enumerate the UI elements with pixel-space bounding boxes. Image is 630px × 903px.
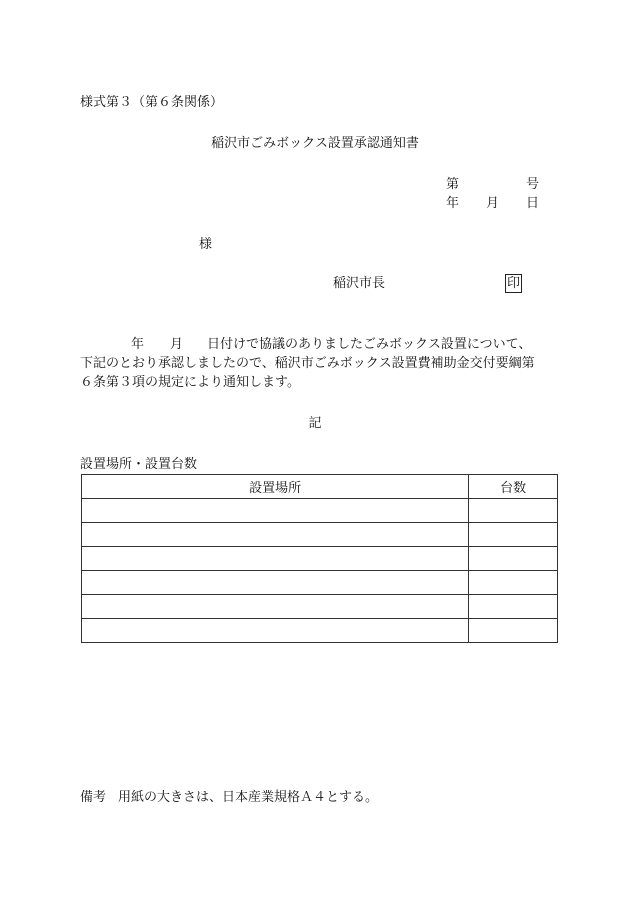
count-cell[interactable] xyxy=(469,523,558,547)
count-cell[interactable] xyxy=(469,619,558,643)
table-row xyxy=(82,595,558,619)
number-suffix: 号 xyxy=(526,177,540,192)
count-cell[interactable] xyxy=(469,595,558,619)
place-cell[interactable] xyxy=(82,595,469,619)
notice-body xyxy=(80,335,560,392)
column-header-place: 設置場所 xyxy=(82,475,469,499)
remarks xyxy=(80,790,378,806)
table-row xyxy=(82,523,558,547)
body-line-3: ６条第３項の規定により通知します。 xyxy=(80,375,300,390)
installation-table xyxy=(81,474,558,643)
seal-mark: 印 xyxy=(507,276,521,291)
count-cell[interactable] xyxy=(469,499,558,523)
place-cell[interactable] xyxy=(82,619,469,643)
form-label: 様式第３（第６条関係） xyxy=(80,95,224,110)
body-line-1-text: 日付けで協議のありましたごみボックス設置について、 xyxy=(207,337,532,352)
date-day-label: 日 xyxy=(526,196,540,211)
place-cell[interactable] xyxy=(82,499,469,523)
addressee-honorific: 様 xyxy=(199,237,213,252)
table-row xyxy=(82,619,558,643)
remarks-text: 用紙の大きさは、日本産業規格Ａ４とする。 xyxy=(118,790,379,805)
issuer-name: 稲沢市長 xyxy=(333,276,386,291)
place-cell[interactable] xyxy=(82,547,469,571)
count-cell[interactable] xyxy=(469,547,558,571)
table-row xyxy=(82,571,558,595)
remarks-label: 備考 xyxy=(80,790,107,805)
count-cell[interactable] xyxy=(469,571,558,595)
body-line-2: 下記のとおり承認しましたので、稲沢市ごみボックス設置費補助金交付要綱第 xyxy=(80,356,535,371)
body-line-1 xyxy=(80,335,560,354)
body-month-label: 月 xyxy=(170,337,184,352)
column-header-count: 台数 xyxy=(469,475,558,499)
ki-heading: 記 xyxy=(308,416,322,431)
table-header-row xyxy=(82,475,558,499)
number-prefix: 第 xyxy=(446,177,460,192)
date-year-label: 年 xyxy=(446,196,460,211)
table-caption: 設置場所・設置台数 xyxy=(80,457,198,472)
place-cell[interactable] xyxy=(82,571,469,595)
document-title: 稲沢市ごみボックス設置承認通知書 xyxy=(211,136,419,151)
table-row xyxy=(82,499,558,523)
date-month-label: 月 xyxy=(486,196,500,211)
place-cell[interactable] xyxy=(82,523,469,547)
body-year-label: 年 xyxy=(131,337,145,352)
table-row xyxy=(82,547,558,571)
